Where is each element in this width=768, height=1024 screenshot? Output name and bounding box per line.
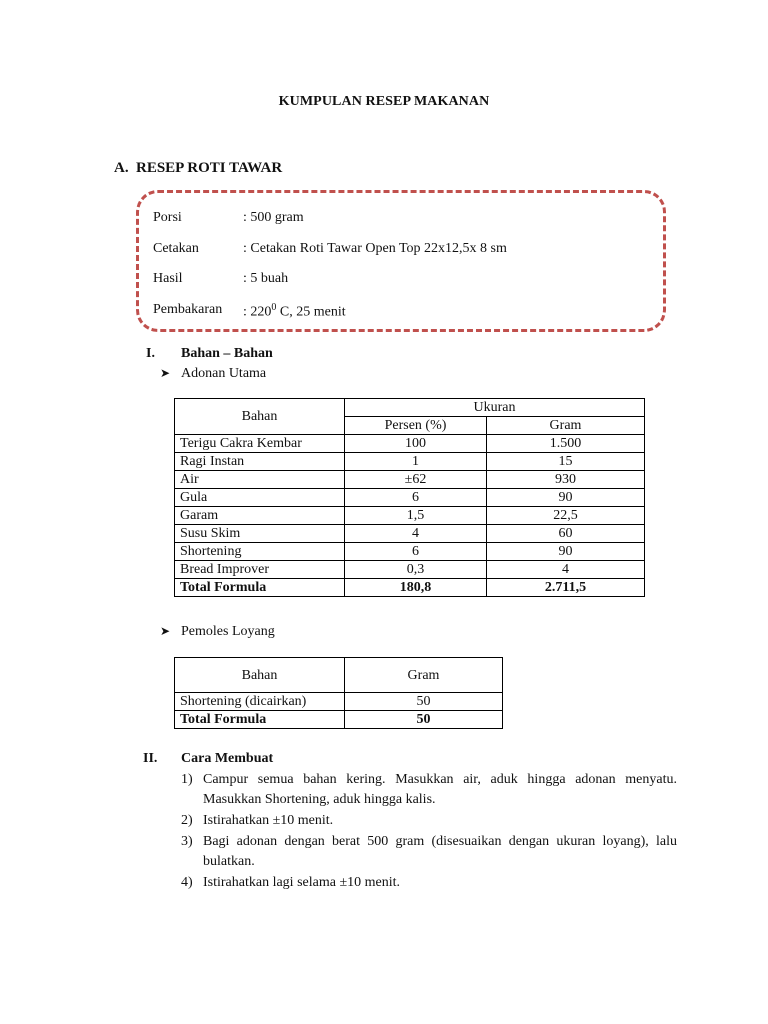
step-text: Bagi adonan dengan berat 500 gram (disesuaikan dengan ukuran loyang), lalu bulatkan. [203, 834, 677, 869]
ingredient-gram: 50 [345, 693, 503, 711]
info-key: Cetakan [153, 241, 199, 256]
step-item [181, 770, 677, 810]
header-persen: Persen (%) [345, 417, 487, 435]
table-row [175, 435, 645, 453]
step-number: 2) [181, 813, 193, 828]
step-text: Istirahatkan ±10 menit. [203, 813, 334, 828]
header-bahan: Bahan [175, 658, 345, 693]
ingredient-name: Air [175, 471, 345, 489]
ingredient-persen: 1 [345, 453, 487, 471]
table-row [175, 561, 645, 579]
total-label: Total Formula [175, 579, 345, 597]
section-a-heading [114, 160, 282, 177]
part-2-number: II. [143, 751, 158, 766]
total-gram: 2.711,5 [487, 579, 645, 597]
info-key: Porsi [153, 210, 182, 225]
adonan-utama-table [174, 398, 645, 597]
ingredient-gram: 15 [487, 453, 645, 471]
ingredient-name: Bread Improver [175, 561, 345, 579]
table-row [175, 471, 645, 489]
table-row [175, 489, 645, 507]
sub-heading-label: Adonan Utama [181, 366, 267, 381]
ingredient-gram: 930 [487, 471, 645, 489]
ingredient-name: Susu Skim [175, 525, 345, 543]
info-value [243, 302, 346, 321]
ingredient-name: Garam [175, 507, 345, 525]
total-gram: 50 [345, 711, 503, 729]
ingredient-gram: 60 [487, 525, 645, 543]
steps-list [181, 770, 677, 894]
info-value: : Cetakan Roti Tawar Open Top 22x12,5x 8 sm [243, 241, 507, 256]
arrowhead-bullet-icon: ➤ [160, 624, 171, 638]
step-number: 3) [181, 834, 193, 849]
ingredient-name: Terigu Cakra Kembar [175, 435, 345, 453]
section-a-letter: A. [114, 160, 129, 176]
ingredient-persen: 6 [345, 489, 487, 507]
degree-superscript: 0 [271, 302, 277, 313]
step-item [181, 873, 677, 893]
step-text: Istirahatkan lagi selama ±10 menit. [203, 875, 401, 890]
ingredient-persen: 100 [345, 435, 487, 453]
info-value: : 5 buah [243, 271, 289, 286]
pemoles-loyang-table [174, 657, 503, 729]
arrowhead-bullet-icon: ➤ [160, 366, 171, 380]
ingredient-persen: 1,5 [345, 507, 487, 525]
total-persen: 180,8 [345, 579, 487, 597]
total-label: Total Formula [175, 711, 345, 729]
ingredient-gram: 4 [487, 561, 645, 579]
part-1-number: I. [146, 346, 155, 361]
header-bahan: Bahan [175, 399, 345, 435]
step-number: 4) [181, 875, 193, 890]
info-key: Pembakaran [153, 302, 223, 317]
total-row [175, 579, 645, 597]
ingredient-gram: 90 [487, 543, 645, 561]
ingredient-gram: 90 [487, 489, 645, 507]
section-a-label: RESEP ROTI TAWAR [136, 160, 283, 176]
step-item [181, 811, 677, 831]
ingredient-gram: 22,5 [487, 507, 645, 525]
part-1-heading: Bahan – Bahan [181, 346, 273, 361]
info-key: Hasil [153, 271, 183, 286]
ingredient-persen: 6 [345, 543, 487, 561]
header-ukuran: Ukuran [345, 399, 645, 417]
table-row [175, 693, 503, 711]
info-value: : 500 gram [243, 210, 304, 225]
ingredient-name: Shortening [175, 543, 345, 561]
step-number: 1) [181, 772, 193, 787]
ingredient-gram: 1.500 [487, 435, 645, 453]
table-row [175, 507, 645, 525]
total-row [175, 711, 503, 729]
ingredient-name: Ragi Instan [175, 453, 345, 471]
temp-unit-time: C, 25 menit [276, 304, 346, 320]
sub-heading-label: Pemoles Loyang [181, 624, 275, 639]
table-row [175, 543, 645, 561]
header-gram: Gram [345, 658, 503, 693]
step-text: Campur semua bahan kering. Masukkan air, aduk hingga adonan menyatu. Masukkan Shortening, aduk hingga kalis. [203, 772, 677, 807]
document-title: KUMPULAN RESEP MAKANAN [278, 94, 490, 109]
header-gram: Gram [487, 417, 645, 435]
ingredient-name: Shortening (dicairkan) [175, 693, 345, 711]
ingredient-persen: ±62 [345, 471, 487, 489]
step-item [181, 832, 677, 872]
part-2-heading: Cara Membuat [181, 751, 274, 766]
table-row [175, 453, 645, 471]
ingredient-persen: 4 [345, 525, 487, 543]
temp-value: : 220 [243, 304, 272, 320]
table-row [175, 525, 645, 543]
ingredient-name: Gula [175, 489, 345, 507]
ingredient-persen: 0,3 [345, 561, 487, 579]
